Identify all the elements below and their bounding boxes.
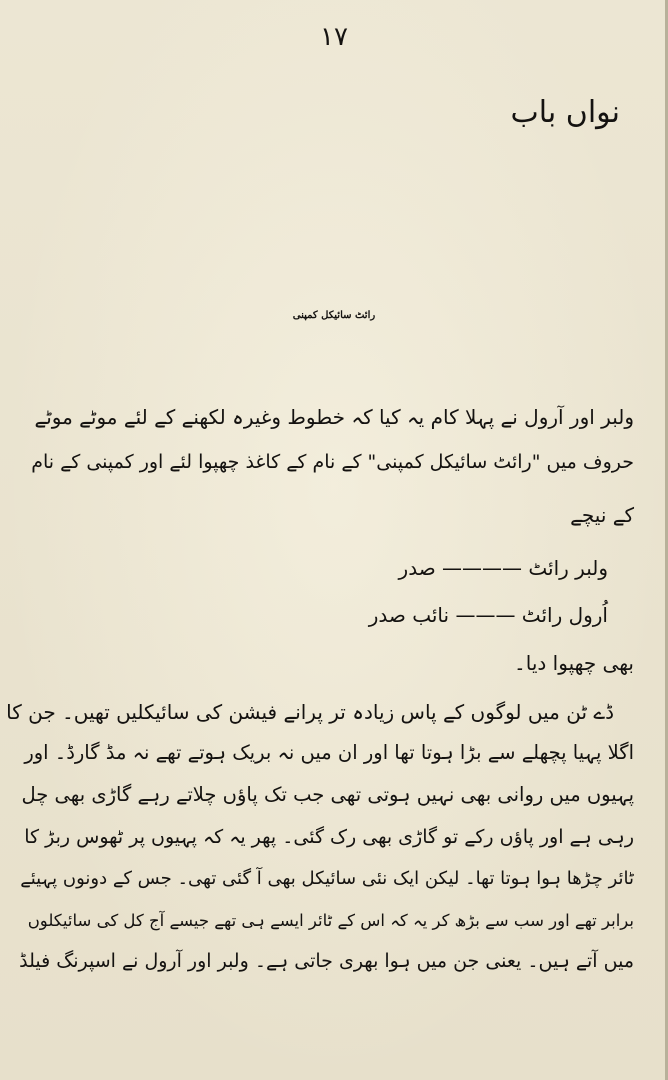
text-line: میں آتے ہیں۔ یعنی جن میں ہوا بھری جاتی ہے۔ ولبر اور آرول نے اسپرنگ فیلڈ: [19, 950, 634, 972]
chapter-title: رائٹ سائیکل کمپنی: [292, 310, 376, 321]
text-line: کے نیچے: [570, 503, 634, 527]
text-line: ٹائر چڑھا ہوا ہوتا تھا۔ لیکن ایک نئی سائیکل بھی آ گئی تھی۔ جس کے دونوں پہیئے: [20, 868, 634, 889]
text-line: بھی چھپوا دیا۔: [514, 651, 634, 675]
text-line: برابر تھے اور سب سے بڑھ کر یہ کہ اس کے ٹائر ایسے ہی تھے جیسے آج کل کی سائیکلوں: [27, 911, 634, 930]
page-number: ۱۷: [320, 22, 348, 52]
text-line: ولبر اور آرول نے پہلا کام یہ کیا کہ خطوط وغیرہ لکھنے کے لئے موٹے موٹے: [34, 405, 634, 429]
text-line: اُرول رائٹ ——— نائب صدر: [368, 603, 608, 627]
text-line: اگلا پہیا پچھلے سے بڑا ہوتا تھا اور ان میں نہ بریک ہوتے تھے نہ مڈ گارڈ۔ اور: [24, 741, 634, 764]
text-line: رہی ہے اور پاؤں رکے تو گاڑی بھی رک گئی۔ پھر یہ کہ پہیوں پر ٹھوس ربڑ کا: [24, 826, 634, 848]
text-line: ولبر رائٹ ———— صدر: [398, 556, 608, 580]
text-line: حروف میں "رائٹ سائیکل کمپنی" کے نام کے کاغذ چھپوا لئے اور کمپنی کے نام: [31, 451, 634, 473]
text-line: پہیوں میں روانی بھی نہیں ہوتی تھی جب تک پاؤں چلاتے رہے گاڑی بھی چل: [21, 783, 634, 806]
chapter-heading: نواں باب: [510, 95, 620, 130]
text-line: ڈے ٹن میں لوگوں کے پاس زیادہ تر پرانے فیشن کی سائیکلیں تھیں۔ جن کا: [6, 700, 614, 724]
